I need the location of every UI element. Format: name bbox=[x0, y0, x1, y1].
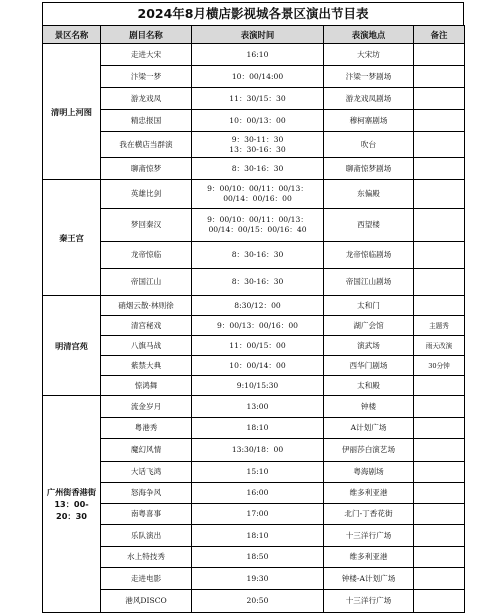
show-name: 帝国江山 bbox=[101, 269, 192, 296]
show-name: 水上特技秀 bbox=[101, 547, 192, 568]
table-row bbox=[43, 132, 465, 158]
show-note bbox=[414, 483, 465, 504]
show-time: 11：00/15：00 bbox=[192, 336, 324, 356]
zone-name: 广州街香港街 13：00- 20：30 bbox=[43, 396, 101, 613]
show-name: 汴梁一梦 bbox=[101, 66, 192, 88]
show-place: 演武场 bbox=[324, 336, 414, 356]
show-name: 惊鸿舞 bbox=[101, 376, 192, 396]
show-place: 湖广会馆 bbox=[324, 316, 414, 336]
show-place: 钟楼 bbox=[324, 396, 414, 418]
table-row bbox=[43, 418, 465, 439]
show-name: 乐队演出 bbox=[101, 525, 192, 547]
table-row bbox=[43, 356, 465, 376]
table-row bbox=[43, 525, 465, 547]
show-note bbox=[414, 590, 465, 613]
show-note bbox=[414, 439, 465, 462]
show-place: 吹台 bbox=[324, 132, 414, 158]
show-name: 硝烟云散·林则徐 bbox=[101, 296, 192, 316]
show-name: 梦回秦汉 bbox=[101, 209, 192, 242]
table-row bbox=[43, 568, 465, 590]
page-title: 2024年8月横店影视城各景区演出节目表 bbox=[42, 2, 464, 25]
show-time: 9:10/15:30 bbox=[192, 376, 324, 396]
show-name: 精忠报国 bbox=[101, 110, 192, 132]
show-name: 大话飞鸿 bbox=[101, 462, 192, 483]
show-time: 19:30 bbox=[192, 568, 324, 590]
show-name: 我在横店当群演 bbox=[101, 132, 192, 158]
show-note bbox=[414, 296, 465, 316]
zone-name: 明清宫苑 bbox=[43, 296, 101, 396]
show-place: 维多利亚港 bbox=[324, 483, 414, 504]
show-time: 9：30-11：30 13：30-16：30 bbox=[192, 132, 324, 158]
show-place: 西望楼 bbox=[324, 209, 414, 242]
show-time: 10：00/14:00 bbox=[192, 66, 324, 88]
show-note bbox=[414, 462, 465, 483]
show-note bbox=[414, 418, 465, 439]
show-note bbox=[414, 242, 465, 269]
show-name: 英雄比剑 bbox=[101, 180, 192, 209]
show-name: 紫禁大典 bbox=[101, 356, 192, 376]
show-name: 龙帝惊临 bbox=[101, 242, 192, 269]
show-time: 8：30-16：30 bbox=[192, 269, 324, 296]
table-row bbox=[43, 110, 465, 132]
show-note bbox=[414, 269, 465, 296]
show-note bbox=[414, 209, 465, 242]
show-name: 八旗马战 bbox=[101, 336, 192, 356]
header-show: 剧目名称 bbox=[101, 26, 192, 44]
show-place: 北门-丁香花街 bbox=[324, 504, 414, 525]
zone-name: 清明上河图 bbox=[43, 44, 101, 180]
show-name: 流金岁月 bbox=[101, 396, 192, 418]
show-time: 9：00/10：00/11：00/13： 00/14：00/15：00/16：40 bbox=[192, 209, 324, 242]
show-time: 16:00 bbox=[192, 483, 324, 504]
table-row bbox=[43, 396, 465, 418]
show-place: 穆柯寨剧场 bbox=[324, 110, 414, 132]
show-place: 维多利亚港 bbox=[324, 547, 414, 568]
show-note bbox=[414, 547, 465, 568]
header-row bbox=[43, 26, 465, 44]
table-row bbox=[43, 158, 465, 180]
show-time: 8：30-16：30 bbox=[192, 158, 324, 180]
header-zone: 景区名称 bbox=[43, 26, 101, 44]
table-row bbox=[43, 316, 465, 336]
show-name: 粤港秀 bbox=[101, 418, 192, 439]
show-time: 18:10 bbox=[192, 418, 324, 439]
show-note bbox=[414, 132, 465, 158]
show-time: 17:00 bbox=[192, 504, 324, 525]
show-name: 南粤喜事 bbox=[101, 504, 192, 525]
show-note: 30分钟 bbox=[414, 356, 465, 376]
show-time: 20:50 bbox=[192, 590, 324, 613]
show-place: 伊丽莎白演艺场 bbox=[324, 439, 414, 462]
zone-name: 秦王宫 bbox=[43, 180, 101, 296]
table-row bbox=[43, 376, 465, 396]
show-time: 8：30-16：30 bbox=[192, 242, 324, 269]
table-row bbox=[43, 88, 465, 110]
show-time: 13:30/18：00 bbox=[192, 439, 324, 462]
table-row bbox=[43, 209, 465, 242]
show-time: 16:10 bbox=[192, 44, 324, 66]
show-note: 雨天改演 bbox=[414, 336, 465, 356]
table-row bbox=[43, 590, 465, 613]
show-time: 8:30/12：00 bbox=[192, 296, 324, 316]
schedule-body bbox=[43, 44, 465, 613]
show-note bbox=[414, 396, 465, 418]
show-place: 汴梁一梦剧场 bbox=[324, 66, 414, 88]
show-time: 10：00/13：00 bbox=[192, 110, 324, 132]
show-place: 龙帝惊临剧场 bbox=[324, 242, 414, 269]
show-time: 10：00/14：00 bbox=[192, 356, 324, 376]
header-note: 备注 bbox=[414, 26, 465, 44]
show-note bbox=[414, 158, 465, 180]
table-row bbox=[43, 504, 465, 525]
show-place: 游龙戏凤剧场 bbox=[324, 88, 414, 110]
show-name: 清宫秘戏 bbox=[101, 316, 192, 336]
show-time: 13:00 bbox=[192, 396, 324, 418]
show-place: 十三洋行广场 bbox=[324, 525, 414, 547]
show-note bbox=[414, 568, 465, 590]
show-place: 大宋坊 bbox=[324, 44, 414, 66]
show-time: 11：30/15：30 bbox=[192, 88, 324, 110]
table-row bbox=[43, 547, 465, 568]
show-place: A计划广场 bbox=[324, 418, 414, 439]
table-row bbox=[43, 462, 465, 483]
show-name: 游龙戏凤 bbox=[101, 88, 192, 110]
table-row bbox=[43, 269, 465, 296]
show-place: 钟楼-A计划广场 bbox=[324, 568, 414, 590]
table-row bbox=[43, 180, 465, 209]
show-note: 主题秀 bbox=[414, 316, 465, 336]
show-place: 聊斋惊梦剧场 bbox=[324, 158, 414, 180]
show-place: 太和门 bbox=[324, 296, 414, 316]
show-note bbox=[414, 180, 465, 209]
show-note bbox=[414, 376, 465, 396]
header-time: 表演时间 bbox=[192, 26, 324, 44]
table-row bbox=[43, 44, 465, 66]
show-name: 怒海争风 bbox=[101, 483, 192, 504]
show-time: 18:50 bbox=[192, 547, 324, 568]
table-row bbox=[43, 296, 465, 316]
schedule-table bbox=[42, 25, 465, 613]
show-name: 魔幻风情 bbox=[101, 439, 192, 462]
show-name: 港风DISCO bbox=[101, 590, 192, 613]
table-row bbox=[43, 336, 465, 356]
show-place: 十三洋行广场 bbox=[324, 590, 414, 613]
show-place: 西华门剧场 bbox=[324, 356, 414, 376]
header-place: 表演地点 bbox=[324, 26, 414, 44]
show-note bbox=[414, 66, 465, 88]
show-name: 走进大宋 bbox=[101, 44, 192, 66]
show-place: 帝国江山剧场 bbox=[324, 269, 414, 296]
show-note bbox=[414, 110, 465, 132]
show-note bbox=[414, 44, 465, 66]
show-note bbox=[414, 525, 465, 547]
show-place: 太和殿 bbox=[324, 376, 414, 396]
table-row bbox=[43, 483, 465, 504]
schedule-sheet bbox=[42, 2, 464, 605]
show-place: 东偏殿 bbox=[324, 180, 414, 209]
show-note bbox=[414, 504, 465, 525]
show-time: 9：00/13：00/16：00 bbox=[192, 316, 324, 336]
table-row bbox=[43, 66, 465, 88]
show-time: 9：00/10：00/11：00/13： 00/14：00/16：00 bbox=[192, 180, 324, 209]
show-name: 聊斋惊梦 bbox=[101, 158, 192, 180]
table-row bbox=[43, 439, 465, 462]
show-note bbox=[414, 88, 465, 110]
show-place: 粤海剧场 bbox=[324, 462, 414, 483]
show-time: 15:10 bbox=[192, 462, 324, 483]
table-row bbox=[43, 242, 465, 269]
show-name: 走进电影 bbox=[101, 568, 192, 590]
show-time: 18:10 bbox=[192, 525, 324, 547]
